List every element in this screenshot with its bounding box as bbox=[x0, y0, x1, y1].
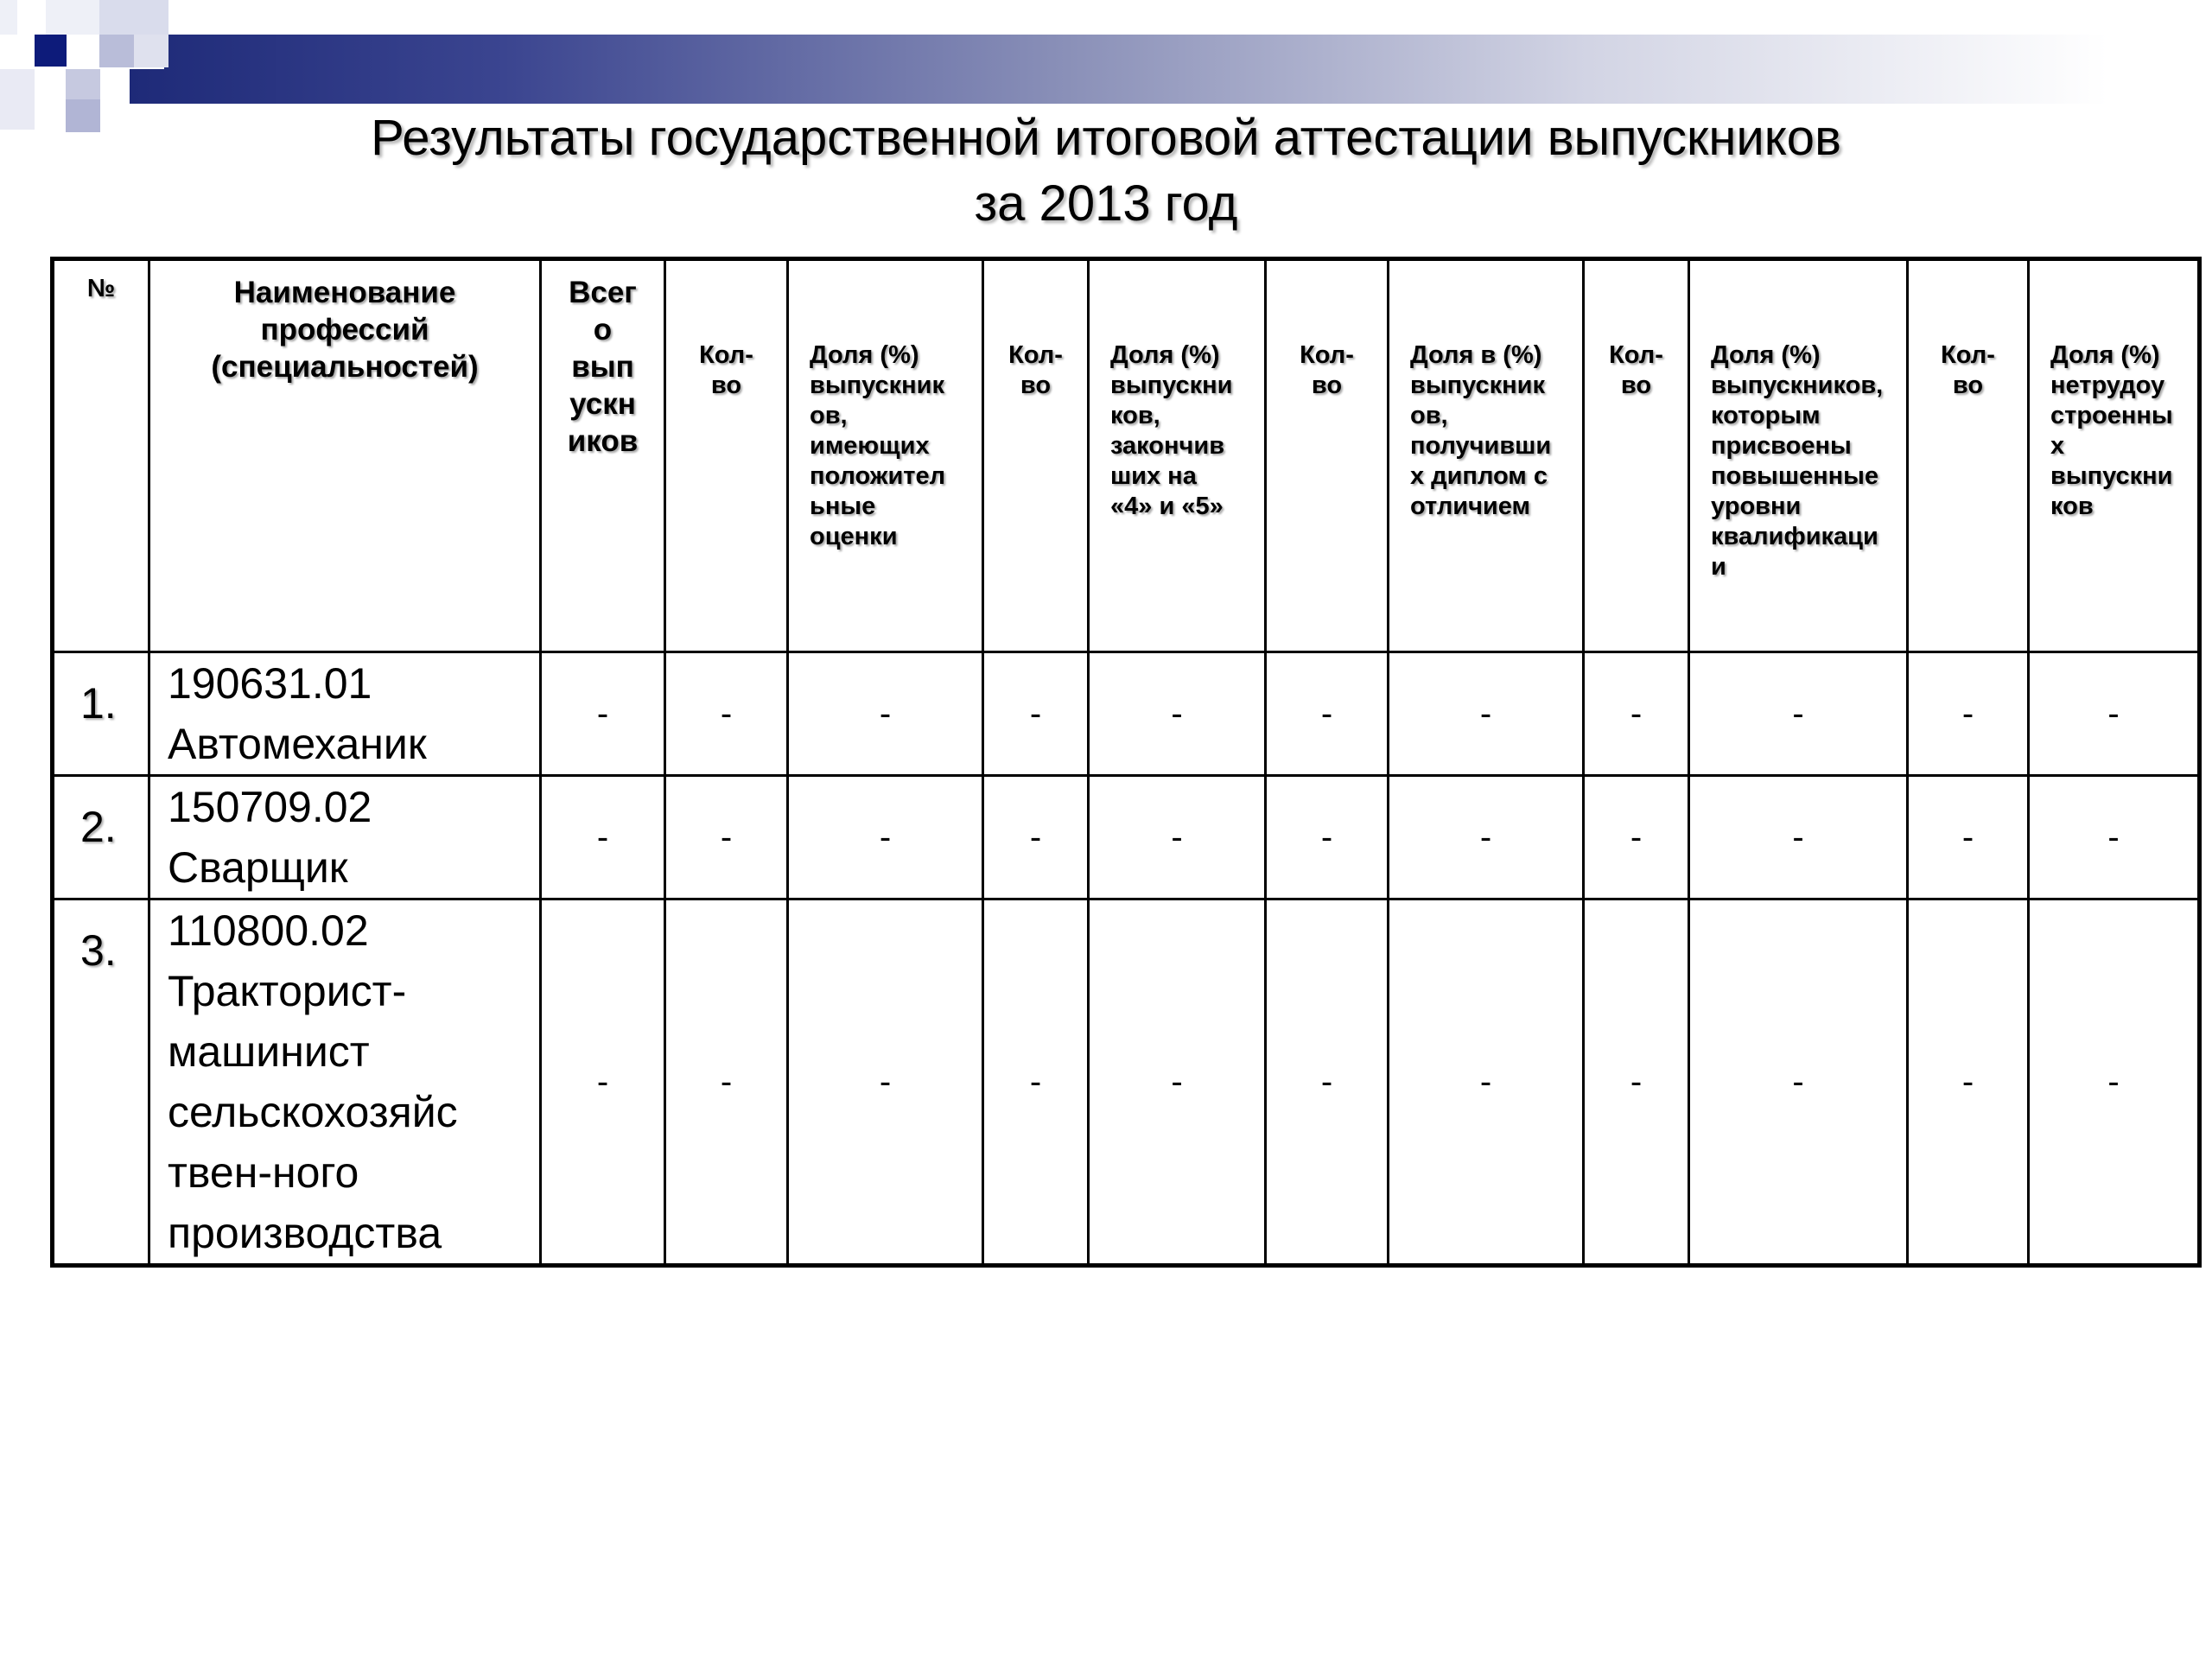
cell-value: - bbox=[1908, 776, 2029, 899]
cell-value: - bbox=[1389, 899, 1584, 1266]
header-share-higher-qualification: Доля (%) выпускников, которым присвоены повышенные уровни квалификаци и bbox=[1689, 259, 1908, 652]
header-total-graduates: Всег о вып ускн иков bbox=[541, 259, 665, 652]
header-count-1: Кол- во bbox=[665, 259, 788, 652]
row-number: 1. bbox=[53, 652, 149, 776]
header-name: Наименование профессий (специальностей) bbox=[149, 259, 541, 652]
cell-value: - bbox=[788, 776, 983, 899]
header-count-5: Кол- во bbox=[1908, 259, 2029, 652]
cell-value: - bbox=[2029, 899, 2200, 1266]
header-share-unemployed: Доля (%) нетрудоу строенны х выпускни ков bbox=[2029, 259, 2200, 652]
title-line-1: Результаты государственной итоговой аттестации выпускников bbox=[371, 110, 1841, 166]
cell-value: - bbox=[1266, 776, 1389, 899]
cell-value: - bbox=[2029, 776, 2200, 899]
cell-value: - bbox=[1089, 652, 1266, 776]
row-number: 3. bbox=[53, 899, 149, 1266]
title-line-2: за 2013 год bbox=[974, 175, 1238, 232]
cell-value: - bbox=[1584, 652, 1689, 776]
header-count-2: Кол- во bbox=[983, 259, 1089, 652]
cell-value: - bbox=[541, 899, 665, 1266]
cell-value: - bbox=[1389, 652, 1584, 776]
header-count-3: Кол- во bbox=[1266, 259, 1389, 652]
header-share-4-5: Доля (%) выпускни ков, закончив ших на «4» и «5» bbox=[1089, 259, 1266, 652]
cell-value: - bbox=[1089, 899, 1266, 1266]
profession-name: 190631.01 Автомеханик bbox=[149, 652, 541, 776]
cell-value: - bbox=[665, 899, 788, 1266]
header-share-honors: Доля в (%) выпускник ов, получивши х диплом с отличием bbox=[1389, 259, 1584, 652]
cell-value: - bbox=[665, 776, 788, 899]
results-table bbox=[50, 257, 2202, 1268]
header-num: № bbox=[53, 259, 149, 652]
cell-value: - bbox=[1389, 776, 1584, 899]
cell-value: - bbox=[2029, 652, 2200, 776]
cell-value: - bbox=[1689, 776, 1908, 899]
decor-square bbox=[35, 35, 67, 67]
cell-value: - bbox=[983, 776, 1089, 899]
cell-value: - bbox=[1584, 776, 1689, 899]
profession-name: 110800.02 Тракторист- машинист сельскохозяйс твен-ного производства bbox=[149, 899, 541, 1266]
table-row bbox=[53, 652, 2200, 776]
decor-square bbox=[17, 0, 46, 35]
table-row bbox=[53, 776, 2200, 899]
decor-square bbox=[66, 69, 100, 104]
cell-value: - bbox=[1266, 652, 1389, 776]
cell-value: - bbox=[788, 899, 983, 1266]
cell-value: - bbox=[541, 652, 665, 776]
cell-value: - bbox=[788, 652, 983, 776]
cell-value: - bbox=[1689, 899, 1908, 1266]
slide-title bbox=[0, 105, 2212, 237]
cell-value: - bbox=[983, 652, 1089, 776]
profession-name: 150709.02 Сварщик bbox=[149, 776, 541, 899]
cell-value: - bbox=[983, 899, 1089, 1266]
decor-square bbox=[134, 35, 168, 67]
cell-value: - bbox=[1089, 776, 1266, 899]
table-row bbox=[53, 899, 2200, 1266]
decor-square bbox=[99, 0, 168, 35]
header-share-positive: Доля (%) выпускник ов, имеющих положител ьные оценки bbox=[788, 259, 983, 652]
decor-square bbox=[99, 35, 134, 67]
cell-value: - bbox=[1584, 899, 1689, 1266]
cell-value: - bbox=[541, 776, 665, 899]
cell-value: - bbox=[1689, 652, 1908, 776]
cell-value: - bbox=[1908, 899, 2029, 1266]
row-number: 2. bbox=[53, 776, 149, 899]
header-row bbox=[53, 259, 2200, 652]
cell-value: - bbox=[1908, 652, 2029, 776]
header-band bbox=[130, 35, 2212, 104]
cell-value: - bbox=[665, 652, 788, 776]
cell-value: - bbox=[1266, 899, 1389, 1266]
header-count-4: Кол- во bbox=[1584, 259, 1689, 652]
